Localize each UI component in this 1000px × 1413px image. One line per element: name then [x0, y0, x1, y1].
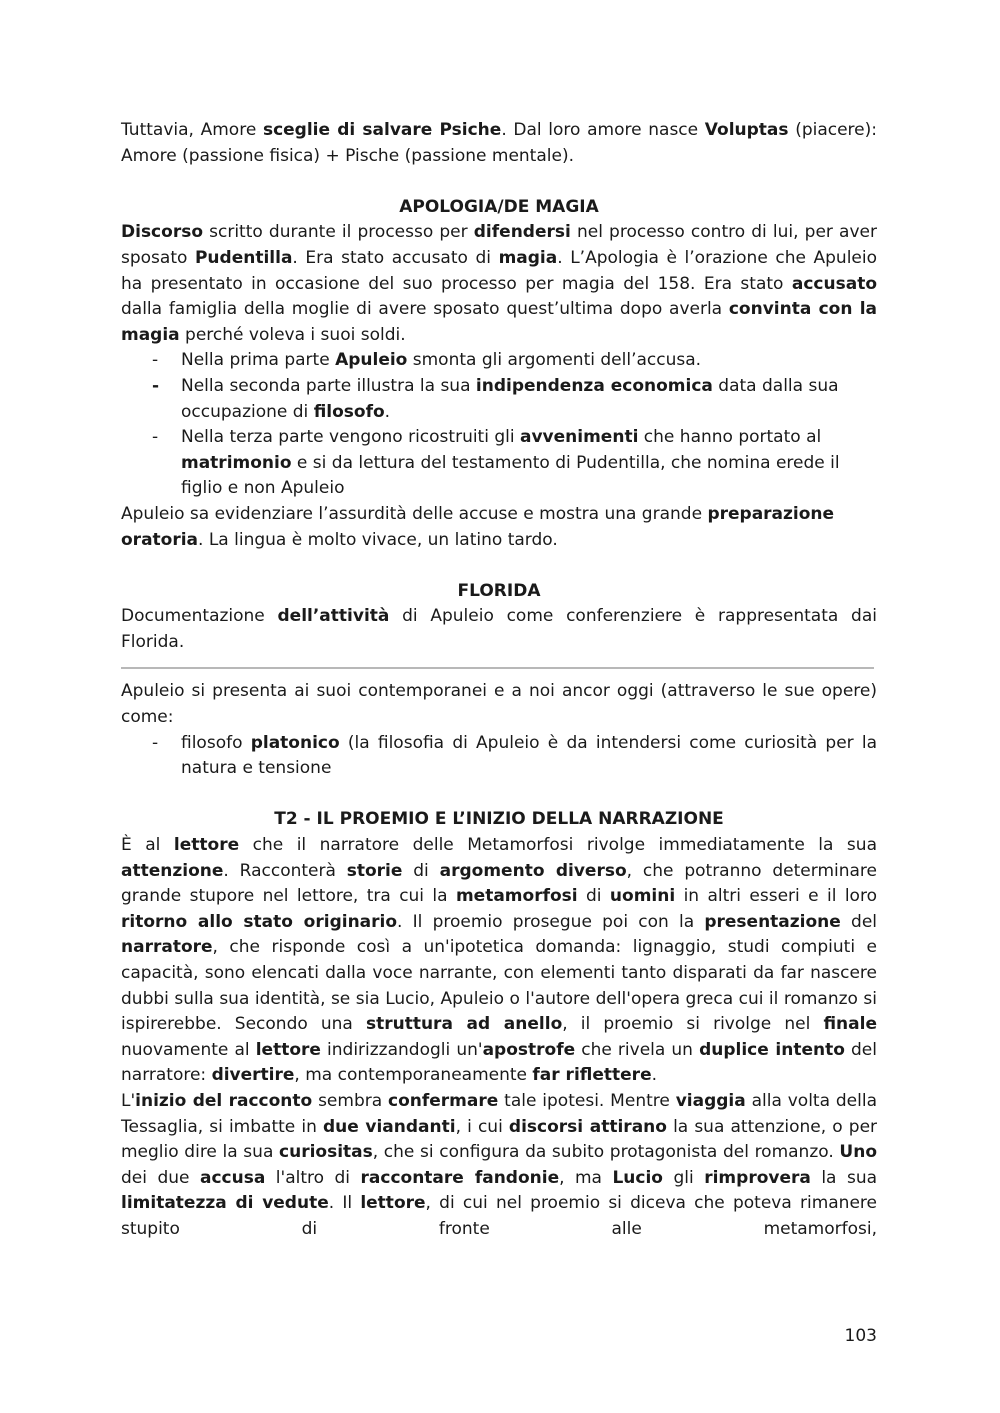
bold-text: far riflettere	[532, 1065, 652, 1086]
bold-text: limitatezza di vedute	[121, 1193, 329, 1214]
text-run: che rivela un	[575, 1039, 700, 1060]
paragraph-presentazione: Apuleio si presenta ai suoi contemporanei e a noi ancor oggi (attraverso le sue opere) come:	[121, 681, 877, 728]
bold-text: divertire	[211, 1065, 295, 1086]
bold-text: argomento diverso	[439, 860, 627, 881]
bold-text: lettore	[360, 1193, 426, 1214]
bold-text: curiositas	[279, 1142, 373, 1163]
text-run: indirizzandogli un'	[320, 1039, 483, 1060]
list-item: - Nella prima parte Apuleio smonta gli argomenti dell’accusa.	[152, 350, 702, 371]
bold-text: narratore	[121, 937, 213, 958]
bold-text: storie	[346, 860, 403, 881]
bold-text: viaggia	[675, 1090, 746, 1111]
text-run: . Racconterà	[223, 860, 347, 881]
bold-text: accusa	[199, 1167, 266, 1188]
text-run: L'	[121, 1090, 136, 1111]
paragraph-florida: Documentazione dell’attività di Apuleio come conferenziere è rappresentata dai Florida.	[121, 606, 877, 652]
paragraph-apologia-conclusion: Apuleio sa evidenziare l’assurdità delle accuse e mostra una grande preparazione oratoria. La lingua è molto vivace, un latino tardo.	[121, 503, 835, 550]
list-item: - filosofo platonico (la filosofia di Apuleio è da intendersi come curiosità per la natura e tensione	[152, 732, 877, 779]
bold-text: lettore	[173, 835, 240, 856]
text-run: dei due	[121, 1167, 200, 1188]
text-run: , che potranno determinare grande stupore nel lettore, tra cui la	[121, 860, 878, 907]
text-run: del	[840, 911, 877, 932]
text-run: che il narratore delle Metamorfosi rivolge immediatamente la sua	[239, 835, 877, 856]
bold-text: finale	[823, 1014, 877, 1035]
text-run: , di cui nel proemio si diceva che poteva rimanere stupito di fronte alle metamorfosi,	[121, 1193, 877, 1239]
paragraph-proemio	[121, 833, 877, 1089]
text-run: , che si configura da subito protagonista del romanzo.	[372, 1142, 840, 1163]
apologia-list	[121, 348, 877, 502]
bold-text: rimprovera	[704, 1167, 811, 1188]
paragraph-apologia: Discorso scritto durante il processo per difendersi nel processo contro di lui, per aver sposato Pudentilla. Era stato accusato di magia. L’Apologia è l’orazione che Apuleio ha presentato in occasione del suo processo per magia del 158. Era stato accusato dalla famiglia della moglie di avere sposato quest’ultima dopo averla convinta con la magia perché voleva i suoi soldi.	[121, 222, 877, 345]
text-run: gli	[663, 1167, 705, 1188]
text-run: . Il proemio prosegue poi con la	[397, 911, 705, 932]
bold-text: metamorfosi	[455, 886, 578, 907]
text-run: , i cui	[455, 1116, 509, 1137]
text-run: in altri esseri e il loro	[675, 886, 877, 907]
bold-text: struttura ad anello	[365, 1014, 563, 1035]
text-run: di	[402, 860, 440, 881]
paragraph-inizio-racconto	[121, 1089, 877, 1243]
bold-text: discorsi attirano	[508, 1116, 667, 1137]
text-run: sembra	[312, 1090, 389, 1111]
list-item: - Nella seconda parte illustra la sua indipendenza economica data dalla sua occupazione di filosofo.	[152, 375, 839, 422]
bold-text: Uno	[839, 1142, 877, 1163]
text-run: tale ipotesi. Mentre	[498, 1090, 676, 1111]
text-run: di	[577, 886, 610, 907]
document-page	[121, 118, 877, 1243]
heading-apologia: APOLOGIA/DE MAGIA	[399, 196, 599, 217]
text-run: la sua attenzione, o per meglio dire la sua	[121, 1116, 878, 1163]
bold-text: inizio del racconto	[135, 1090, 313, 1111]
paragraph-amore-psiche: Tuttavia, Amore sceglie di salvare Psiche. Dal loro amore nasce Voluptas (piacere): Amore (passione fisica) + Pische (passione mentale).	[121, 120, 877, 166]
text-run: , il proemio si rivolge nel	[562, 1014, 824, 1035]
bold-text: raccontare fandonie	[360, 1167, 560, 1188]
text-run: alla volta della Tessaglia, si imbatte in	[121, 1090, 877, 1137]
bold-text: presentazione	[704, 911, 841, 932]
text-run: , ma contemporaneamente	[294, 1065, 533, 1086]
text-run: , ma	[559, 1167, 613, 1188]
text-run: È al	[121, 835, 174, 856]
list-item: - Nella terza parte vengono ricostruiti gli avvenimenti che hanno portato al matrimonio e si da lettura del testamento di Pudentilla, che nomina erede il figlio e non Apuleio	[152, 427, 840, 499]
text-run: l'altro di	[265, 1167, 361, 1188]
text-run: , che risponde così a un'ipotetica domanda: lignaggio, studi compiuti e capacità, sono elencati dalla voce narrante, con elementi tanto disparati da far nascere dubbi sulla sua identità, se sia Lucio, Apuleio o l'autore dell'opera greca cui il romanzo si ispirerebbe. Secondo una	[121, 937, 877, 1035]
bold-text: duplice intento	[699, 1039, 845, 1060]
page-number: 103	[844, 1326, 877, 1346]
bold-text: Lucio	[612, 1167, 663, 1188]
bold-text: attenzione	[121, 860, 224, 881]
heading-florida: FLORIDA	[457, 580, 541, 601]
bold-text: apostrofe	[482, 1039, 576, 1060]
bold-text: due viandanti	[322, 1116, 456, 1137]
text-run: .	[651, 1065, 658, 1086]
bold-text: lettore	[255, 1039, 321, 1060]
heading-t2-proemio: T2 - IL PROEMIO E L’INIZIO DELLA NARRAZIONE	[274, 809, 724, 830]
presentazione-list	[121, 731, 877, 782]
text-run: nuovamente al	[121, 1039, 256, 1060]
bold-text: ritorno allo stato originario	[121, 911, 398, 932]
text-run: del narratore:	[121, 1039, 877, 1086]
horizontal-divider	[121, 667, 874, 669]
bold-text: confermare	[388, 1090, 499, 1111]
text-run: la sua	[810, 1167, 878, 1188]
text-run: . Il	[328, 1193, 361, 1214]
bold-text: uomini	[609, 886, 676, 907]
